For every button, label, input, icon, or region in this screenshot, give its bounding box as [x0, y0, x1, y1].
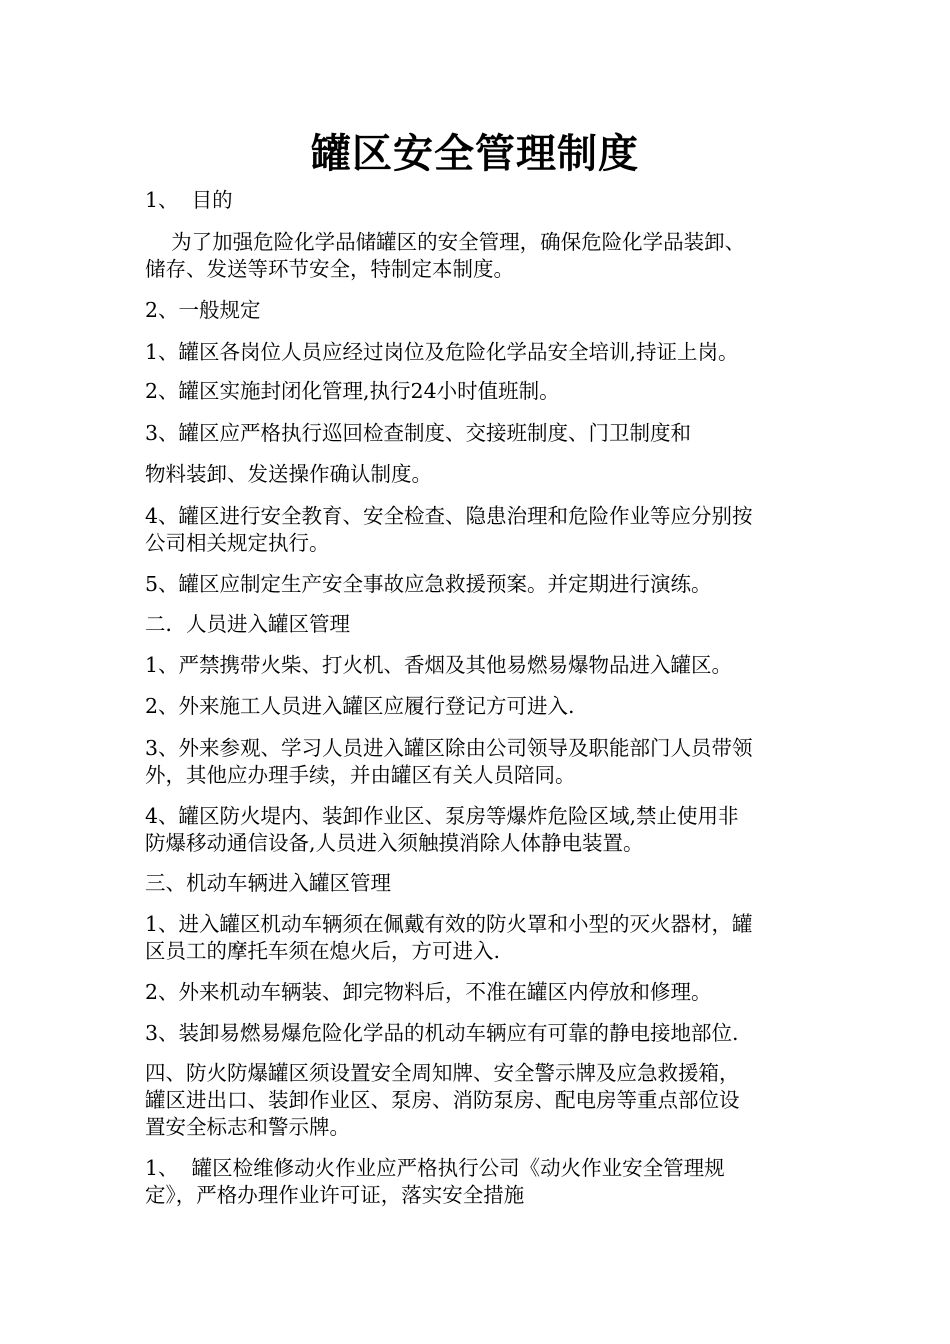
text-line: 1、 目的: [145, 188, 233, 212]
text-line: 防爆移动通信设备,人员进入须触摸消除人体静电装置。: [145, 831, 644, 855]
text-line: 罐区进出口、装卸作业区、泵房、消防泵房、配电房等重点部位设: [145, 1088, 740, 1112]
text-line: 3、装卸易燃易爆危险化学品的机动车辆应有可靠的静电接地部位.: [145, 1021, 739, 1045]
text-line: 5、罐区应制定生产安全事故应急救援预案。并定期进行演练。: [145, 572, 712, 596]
text-line: 3、外来参观、学习人员进入罐区除由公司领导及职能部门人员带领: [145, 736, 753, 760]
text-line: 外，其他应办理手续，并由罐区有关人员陪同。: [145, 763, 576, 787]
text-line: 1、进入罐区机动车辆须在佩戴有效的防火罩和小型的灭火器材，罐: [145, 912, 753, 936]
text-line: 1、严禁携带火柴、打火机、香烟及其他易燃易爆物品进入罐区。: [145, 653, 733, 677]
text-line: 2、外来施工人员进入罐区应履行登记方可进入.: [145, 694, 575, 718]
text-line: 2、外来机动车辆装、卸完物料后，不准在罐区内停放和修理。: [145, 980, 712, 1004]
text-line: 公司相关规定执行。: [145, 531, 330, 555]
text-line: 储存、发送等环节安全，特制定本制度。: [145, 257, 514, 281]
text-line: 物料装卸、发送操作确认制度。: [145, 462, 432, 486]
text-line: 2、罐区实施封闭化管理,执行24小时值班制。: [145, 379, 560, 403]
text-line: 1、罐区各岗位人员应经过岗位及危险化学品安全培训,持证上岗。: [145, 340, 739, 364]
section-heading: 三、机动车辆进入罐区管理: [145, 871, 391, 895]
section-heading: 四、防火防爆罐区须设置安全周知牌、安全警示牌及应急救援箱，: [145, 1061, 740, 1085]
text-line: 3、罐区应严格执行巡回检查制度、交接班制度、门卫制度和: [145, 421, 692, 445]
text-line: 2、一般规定: [145, 298, 261, 322]
section-heading: 二．人员进入罐区管理: [145, 612, 350, 636]
text-line: 为了加强危险化学品储罐区的安全管理，确保危险化学品装卸、: [145, 230, 746, 254]
text-line: 置安全标志和警示牌。: [145, 1115, 350, 1139]
text-line: 4、罐区进行安全教育、安全检查、隐患治理和危险作业等应分别按: [145, 504, 753, 528]
text-line: 定》，严格办理作业许可证，落实安全措施: [145, 1183, 525, 1207]
text-line: 4、罐区防火堤内、装卸作业区、泵房等爆炸危险区域,禁止使用非: [145, 804, 739, 828]
text-line: 1、 罐区检维修动火作业应严格执行公司《动火作业安全管理规: [145, 1156, 725, 1180]
text-line: 区员工的摩托车须在熄火后，方可进入.: [145, 939, 501, 963]
document-title: 罐区安全管理制度: [311, 131, 639, 177]
